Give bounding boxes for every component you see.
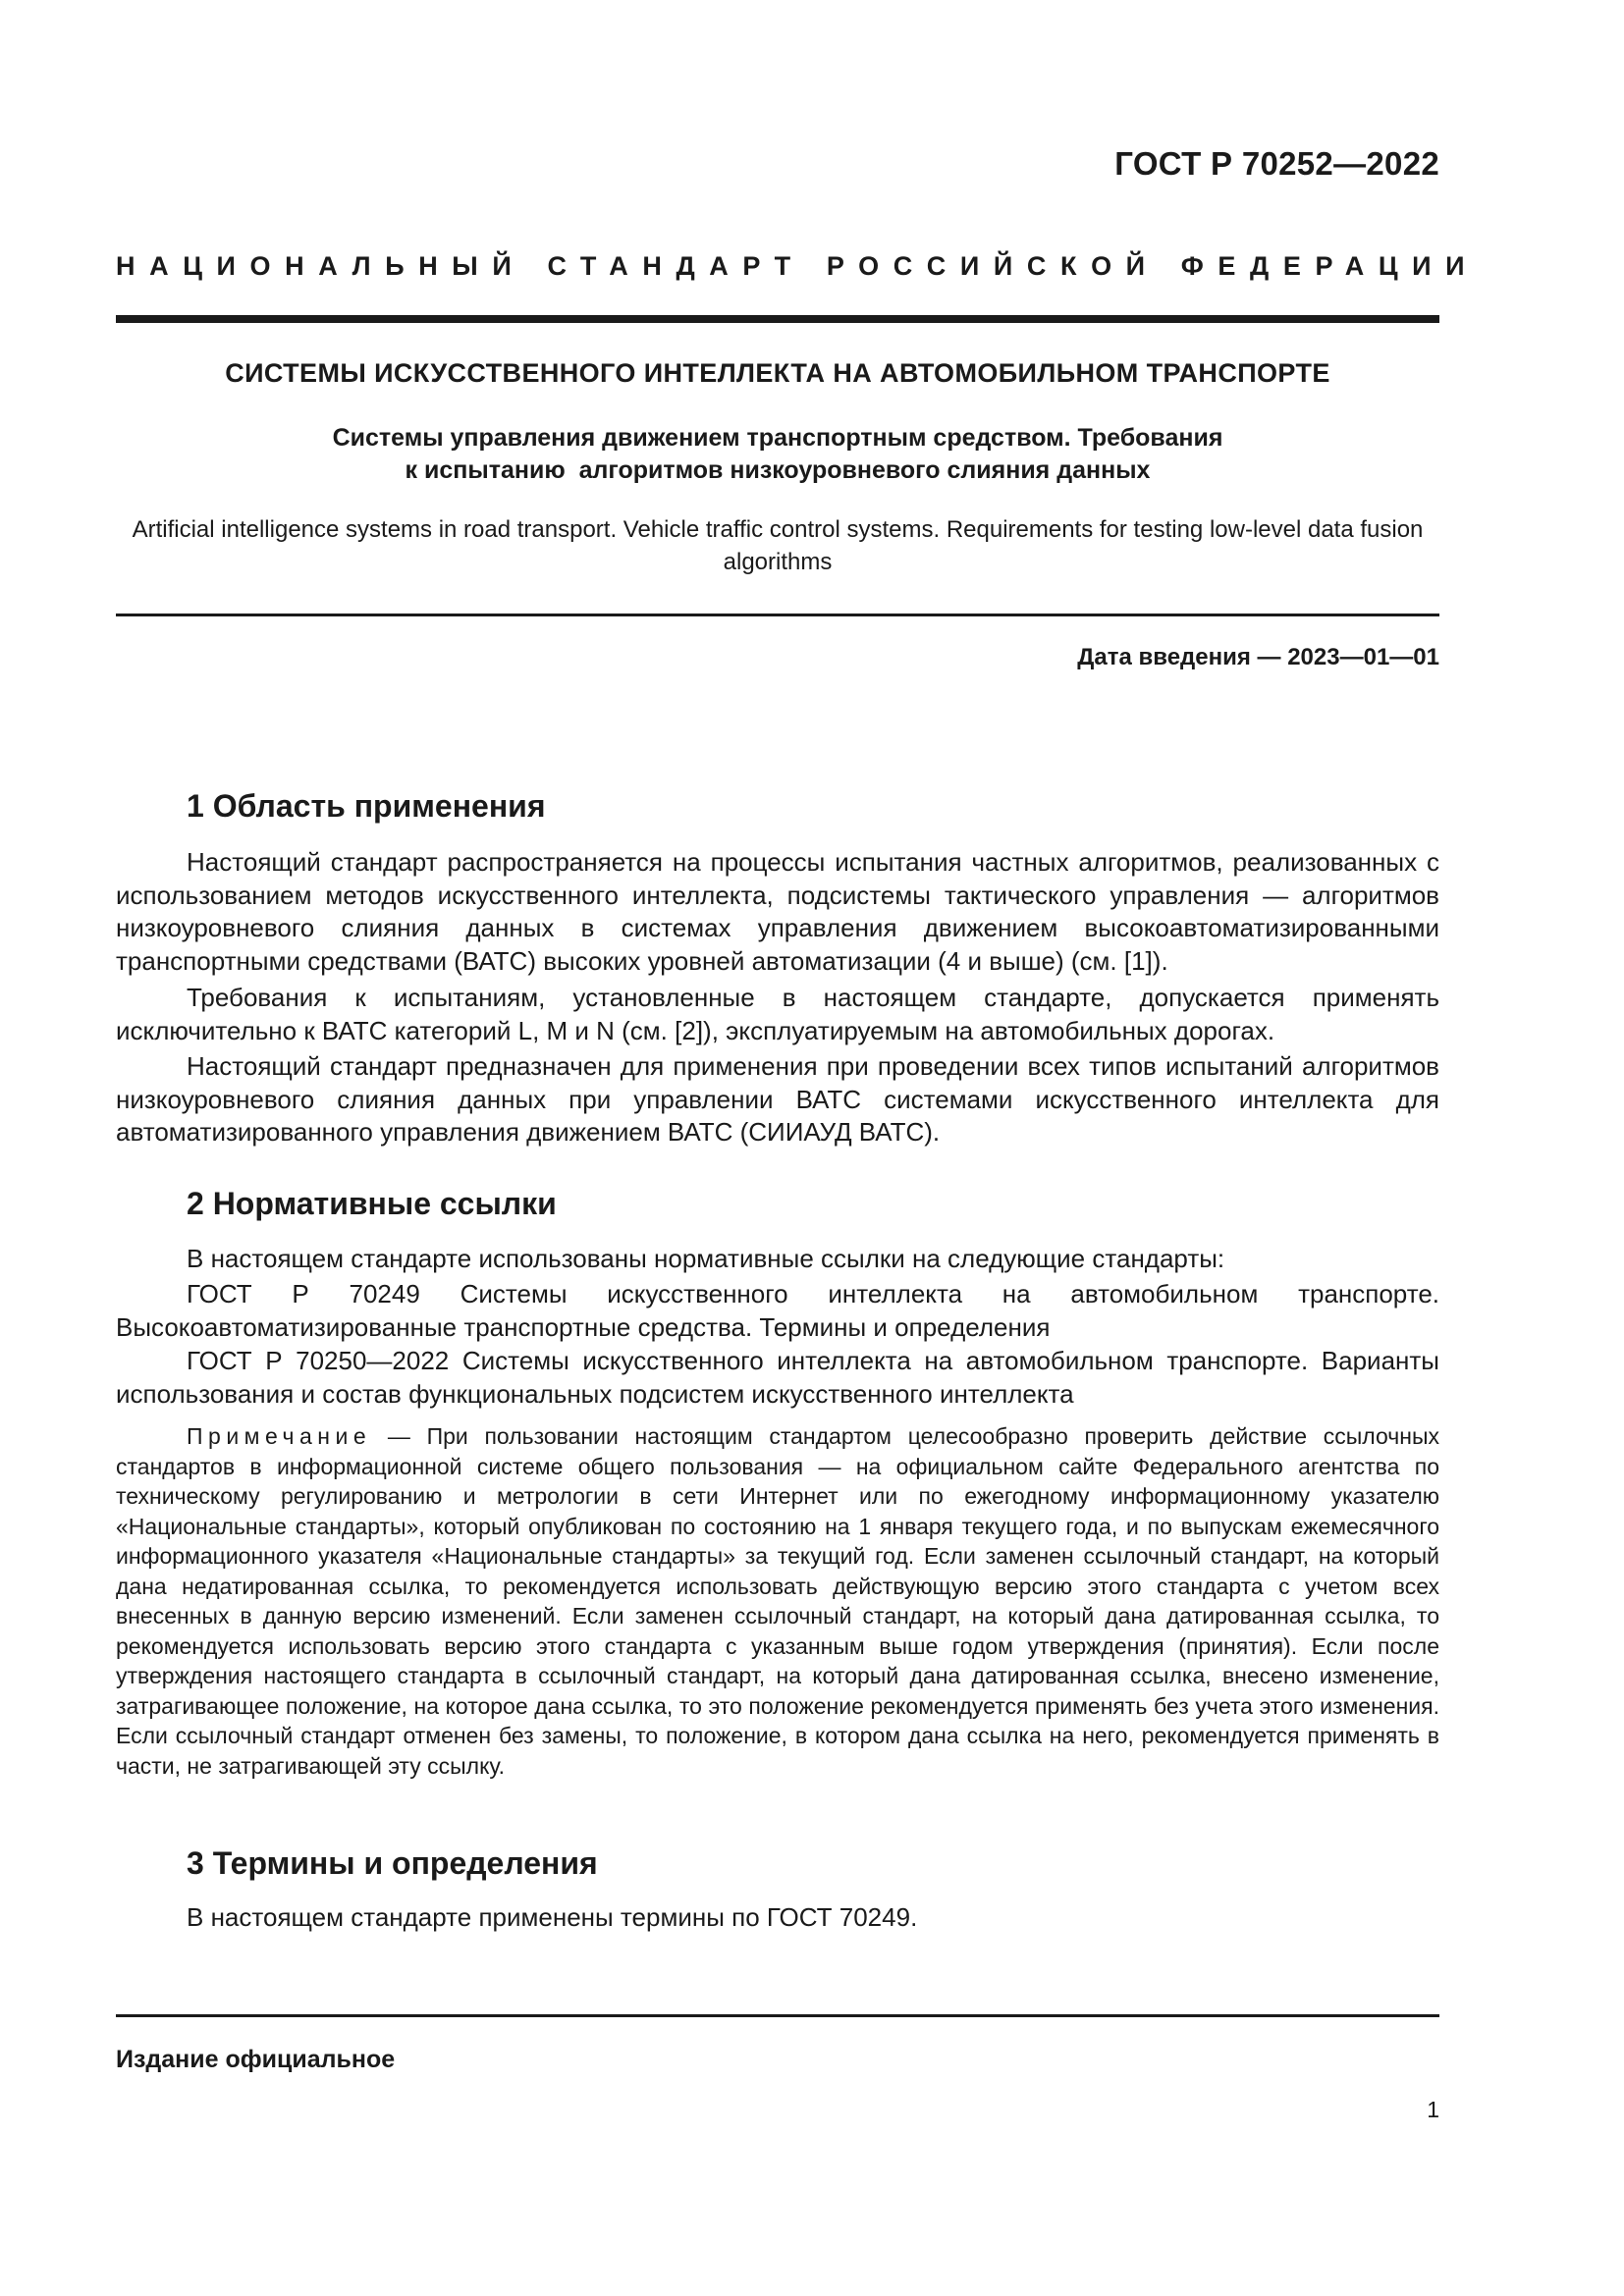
section-3-title: 3 Термины и определения xyxy=(187,1845,598,1881)
standard-number: ГОСТ Р 70252—2022 xyxy=(1114,145,1439,182)
section-1-title: 1 Область применения xyxy=(187,788,546,824)
section-3-paragraph-1: В настоящем стандарте применены термины по ГОСТ 70249. xyxy=(187,1902,918,1932)
official-edition-label: Издание официальное xyxy=(116,2046,396,2073)
subtitle-line-2: к испытанию алгоритмов низкоуровневого слияния данных xyxy=(405,456,1151,484)
document-subtitle xyxy=(116,422,1439,487)
section-1-paragraph-1: Настоящий стандарт распространяется на процессы испытания частных алгоритмов, реализованных с использованием методов искусственного интеллекта, подсистемы тактического управления — алгоритмов низкоуровневого слияния данных в системах управления движением высокоавтоматизированными транспортными средствами (ВАТС) высоких уровней автоматизации (4 и выше) (см. [1]). xyxy=(116,847,1439,976)
document-title: СИСТЕМЫ ИСКУССТВЕННОГО ИНТЕЛЛЕКТА НА АВТОМОБИЛЬНОМ ТРАНСПОРТЕ xyxy=(225,358,1330,388)
page-number: 1 xyxy=(1427,2097,1439,2122)
national-standard-heading: НАЦИОНАЛЬНЫЙ СТАНДАРТ РОССИЙСКОЙ ФЕДЕРАЦИИ xyxy=(116,251,1480,281)
footer-divider xyxy=(116,2014,1439,2017)
reference-gost-70249: ГОСТ Р 70249 Системы искусственного интеллекта на автомобильном транспорте. Высокоавтоматизированные транспортные средства. Термины и определения xyxy=(116,1279,1439,1342)
section-1-paragraph-3: Настоящий стандарт предназначен для применения при проведении всех типов испытаний алгоритмов низкоуровневого слияния данных при управлении ВАТС системами искусственного интеллекта для автоматизированного управления движением ВАТС (СИИАУД ВАТС). xyxy=(116,1051,1439,1147)
header-divider xyxy=(116,315,1439,323)
subtitle-line-1: Системы управления движением транспортным средством. Требования xyxy=(332,424,1223,452)
note-label: Примечание xyxy=(187,1423,372,1449)
references-note xyxy=(116,1421,1439,1781)
english-title: Artificial intelligence systems in road transport. Vehicle traffic control systems. Requirements for testing low-level data fusion algorithms xyxy=(132,516,1424,575)
section-1-paragraph-2: Требования к испытаниям, установленные в настоящем стандарте, допускается применять исключительно к ВАТС категорий L, M и N (см. [2]), эксплуатируемым на автомобильных дорогах. xyxy=(116,983,1439,1045)
reference-gost-70250: ГОСТ Р 70250—2022 Системы искусственного интеллекта на автомобильном транспорте. Варианты использования и состав функциональных подсистем искусственного интеллекта xyxy=(116,1346,1439,1409)
introduction-date: Дата введения — 2023—01—01 xyxy=(1077,644,1439,670)
section-2-paragraph-1: В настоящем стандарте использованы нормативные ссылки на следующие стандарты: xyxy=(187,1244,1225,1273)
section-2-title: 2 Нормативные ссылки xyxy=(187,1186,557,1221)
title-divider xyxy=(116,614,1439,616)
note-text: — При пользовании настоящим стандартом целесообразно проверить действие ссылочных стандартов в информационной системе общего пользования — на официальном сайте Федерального агентства по техническому регулированию и метрологии в сети Интернет или по ежегодному информационному указателю «Национальные стандарты», который опубликован по состоянию на 1 января текущего года, и по выпускам ежемесячного информационного указателя «Национальные стандарты» за текущий год. Если заменен ссылочный стандарт, на который дана недатированная ссылка, то рекомендуется использовать действующую версию этого стандарта с учетом всех внесенных в данную версию изменений. Если заменен ссылочный стандарт, на который дана датированная ссылка, то рекомендуется использовать версию этого стандарта с указанным выше годом утверждения (принятия). Если после утверждения настоящего стандарта в ссылочный стандарт, на который дана датированная ссылка, внесено изменение, затрагивающее положение, на которое дана ссылка, то это положение рекомендуется применять без учета этого изменения. Если ссылочный стандарт отменен без замены, то положение, в котором дана ссылка на него, рекомендуется применять в части, не затрагивающей эту ссылку. xyxy=(116,1423,1439,1779)
